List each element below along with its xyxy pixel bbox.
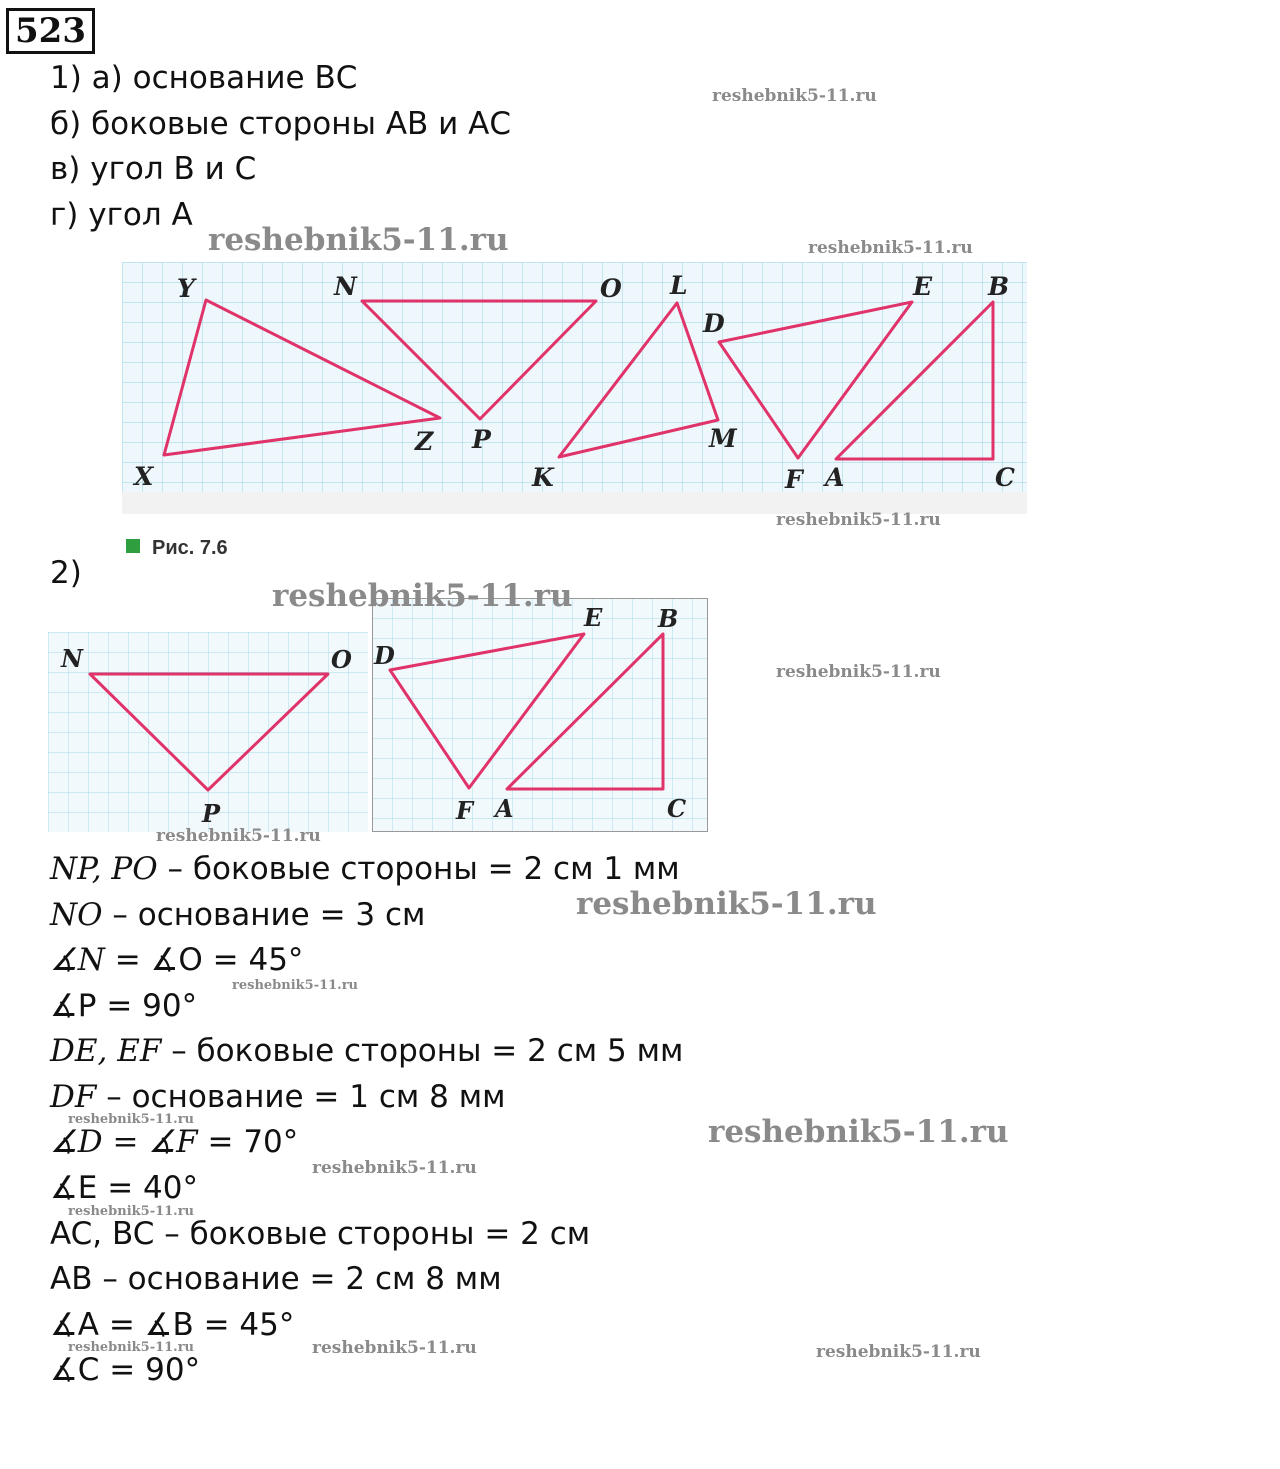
answer-line-7-text: = 70° <box>197 1124 299 1160</box>
label-b-2: B <box>658 604 679 633</box>
answer-line-12: ∡C = 90° <box>50 1352 201 1388</box>
answer-line-3-text: = ∡O = 45° <box>104 942 304 978</box>
label-c: C <box>995 463 1015 492</box>
answer-line-7-math: ∡D = ∡F <box>50 1124 198 1160</box>
answer-line-4: ∡P = 90° <box>50 988 198 1024</box>
label-z: Z <box>415 427 434 456</box>
part1-line-2: б) боковые стороны АВ и АС <box>50 106 512 142</box>
answer-line-5-math: DE, EF <box>50 1033 162 1069</box>
label-d: D <box>703 309 725 338</box>
label-d-2: D <box>374 641 395 670</box>
figure-7-6 <box>122 262 1027 514</box>
watermark: reshebnik5-11.ru <box>708 1114 1009 1150</box>
label-p: P <box>472 425 491 454</box>
watermark: reshebnik5-11.ru <box>208 222 509 258</box>
label-e-2: E <box>584 603 603 632</box>
watermark: reshebnik5-11.ru <box>816 1342 981 1362</box>
label-k: K <box>532 463 554 492</box>
label-n: N <box>334 272 357 301</box>
label-f-2: F <box>456 796 474 825</box>
answer-line-3 <box>50 940 303 980</box>
watermark: reshebnik5-11.ru <box>68 1112 195 1127</box>
label-p-2: P <box>202 799 221 828</box>
answer-line-7 <box>50 1122 298 1162</box>
watermark: reshebnik5-11.ru <box>232 978 359 993</box>
answer-line-8: ∡E = 40° <box>50 1170 199 1206</box>
figure-caption <box>126 537 228 560</box>
watermark: reshebnik5-11.ru <box>156 826 321 846</box>
watermark: reshebnik5-11.ru <box>68 1204 195 1219</box>
watermark: reshebnik5-11.ru <box>712 86 877 106</box>
label-y: Y <box>177 274 195 303</box>
watermark: reshebnik5-11.ru <box>312 1158 477 1178</box>
label-a: A <box>825 463 845 492</box>
answer-line-5-text: – боковые стороны = 2 см 5 мм <box>161 1033 684 1069</box>
answer-line-10: AB – основание = 2 см 8 мм <box>50 1261 502 1297</box>
watermark: reshebnik5-11.ru <box>576 886 877 922</box>
label-c-2: C <box>667 794 687 823</box>
answer-line-1-text: – боковые стороны = 2 см 1 мм <box>157 851 680 887</box>
watermark: reshebnik5-11.ru <box>272 578 573 614</box>
answer-line-5 <box>50 1031 683 1071</box>
label-m: M <box>709 424 737 453</box>
answer-line-1-math: NP, PO <box>50 851 158 887</box>
grid <box>372 598 708 832</box>
answer-line-2-math: NO <box>50 897 103 933</box>
answer-line-6 <box>50 1077 505 1117</box>
figure-part2-left <box>48 632 368 832</box>
figure-caption-text: Рис. 7.6 <box>152 537 228 559</box>
answer-line-2-text: – основание = 3 см <box>102 897 426 933</box>
part1-line-3: в) угол В и С <box>50 151 257 187</box>
label-f: F <box>785 465 803 494</box>
label-l: L <box>670 271 688 300</box>
problem-number: 523 <box>6 8 95 54</box>
label-x: X <box>134 462 154 491</box>
answer-line-3-math: ∡N <box>50 942 105 978</box>
part2-label: 2) <box>50 555 82 591</box>
answer-line-11: ∡A = ∡B = 45° <box>50 1307 295 1343</box>
answer-line-6-math: DF <box>50 1079 97 1115</box>
watermark: reshebnik5-11.ru <box>776 662 941 682</box>
label-n-2: N <box>61 644 83 673</box>
label-a-2: A <box>495 794 514 823</box>
answer-line-9: AC, BC – боковые стороны = 2 см <box>50 1216 591 1252</box>
answer-line-1 <box>50 849 680 889</box>
watermark: reshebnik5-11.ru <box>68 1340 195 1355</box>
answer-line-2 <box>50 895 425 935</box>
part1-line-4: г) угол А <box>50 197 193 233</box>
label-b: B <box>988 272 1010 301</box>
label-o: O <box>600 274 622 303</box>
answer-line-6-text: – основание = 1 см 8 мм <box>96 1079 506 1115</box>
watermark: reshebnik5-11.ru <box>776 510 941 530</box>
figure-part2-right <box>372 598 708 832</box>
label-o-2: O <box>331 645 352 674</box>
part1-line-1: 1) а) основание ВС <box>50 60 358 96</box>
watermark: reshebnik5-11.ru <box>808 238 973 258</box>
label-e: E <box>913 272 933 301</box>
caption-marker <box>126 539 140 553</box>
watermark: reshebnik5-11.ru <box>312 1338 477 1358</box>
